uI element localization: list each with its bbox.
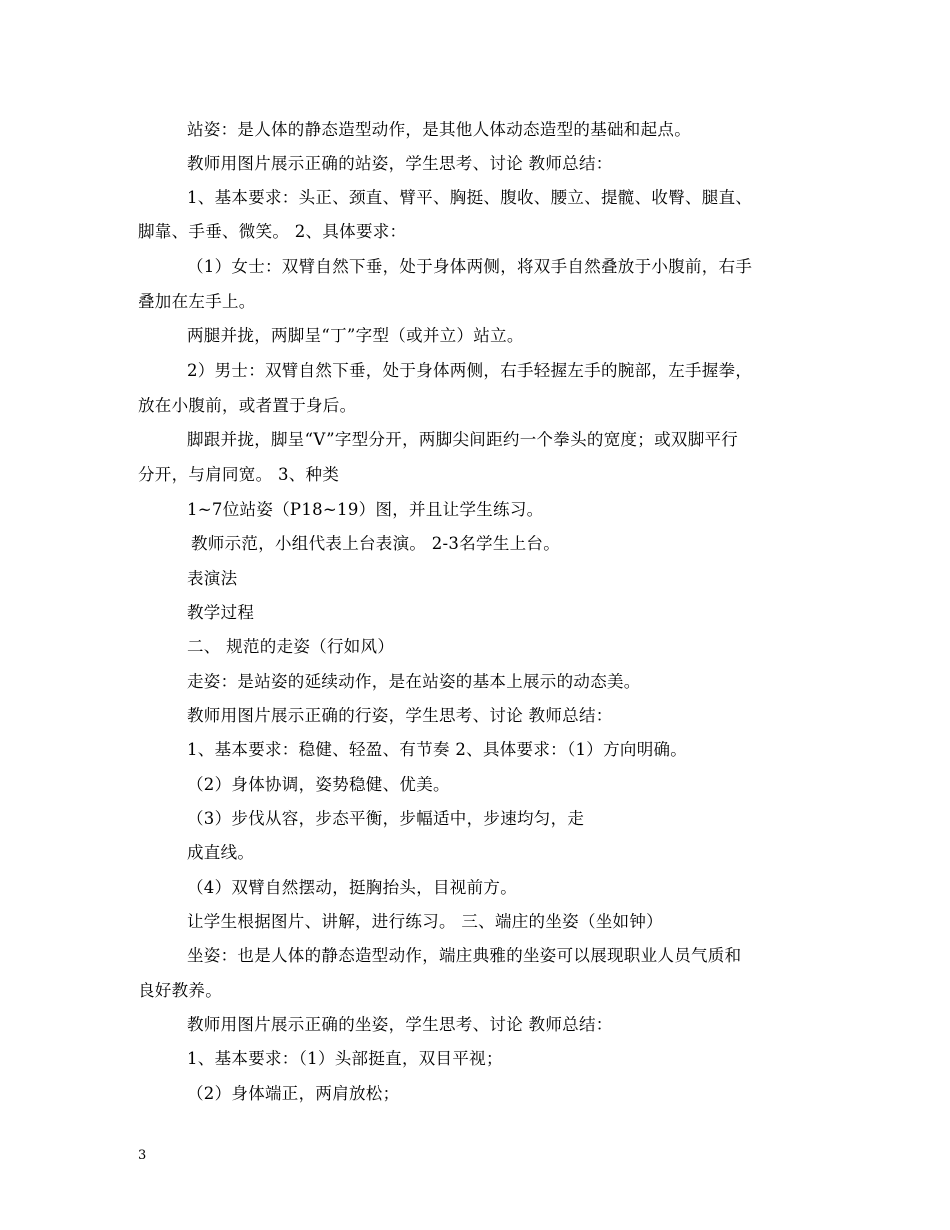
text-line: 坐姿：也是人体的静态造型动作，端庄典雅的坐姿可以展现职业人员气质和 <box>187 946 742 965</box>
text-line: 放在小腹前，或者置于身后。 <box>138 396 357 415</box>
text-line: 教师用图片展示正确的站姿，学生思考、讨论 教师总结： <box>187 154 613 173</box>
text-line: （2）身体端正，两肩放松； <box>187 1084 400 1103</box>
text-line: 两腿并拢，两脚呈“丁”字型（或并立）站立。 <box>187 326 524 345</box>
text-line: 1、基本要求：稳健、轻盈、有节奏 2、具体要求：（1）方向明确。 <box>187 740 688 759</box>
text-line: 1~7位站姿（P18~19）图，并且让学生练习。 <box>187 500 544 519</box>
text-line: 脚靠、手垂、微笑。 2、具体要求： <box>138 222 407 241</box>
text-line: 成直线。 <box>187 843 255 862</box>
text-line: 教师用图片展示正确的行姿，学生思考、讨论 教师总结： <box>187 706 613 725</box>
text-line: 教学过程 <box>187 603 255 622</box>
text-line: 分开，与肩同宽。 3、种类 <box>138 465 340 484</box>
text-line: （4）双臂自然摆动，挺胸抬头，目视前方。 <box>187 878 517 897</box>
text-line: 二、 规范的走姿（行如风） <box>187 637 395 656</box>
text-line: 良好教养。 <box>138 981 222 1000</box>
text-line: 表演法 <box>187 569 238 588</box>
text-line: 1、基本要求：（1）头部挺直，双目平视； <box>187 1049 503 1068</box>
text-line: （1）女士：双臂自然下垂，处于身体两侧，将双手自然叠放于小腹前，右手 <box>187 257 753 276</box>
text-line: 叠加在左手上。 <box>138 292 256 311</box>
page-number: 3 <box>138 1148 147 1163</box>
text-line: 让学生根据图片、讲解，进行练习。 三、端庄的坐姿（坐如钟） <box>187 912 663 931</box>
text-line: 脚跟并拢，脚呈“V”字型分开，两脚尖间距约一个拳头的宽度；或双脚平行 <box>187 430 739 449</box>
text-line: 走姿：是站姿的延续动作，是在站姿的基本上展示的动态美。 <box>187 672 641 691</box>
text-line: （2）身体协调，姿势稳健、优美。 <box>187 775 450 794</box>
text-line: 2）男士：双臂自然下垂，处于身体两侧，右手轻握左手的腕部，左手握拳， <box>187 361 753 380</box>
text-line: 站姿：是人体的静态造型动作，是其他人体动态造型的基础和起点。 <box>187 120 691 139</box>
text-line: 教师用图片展示正确的坐姿，学生思考、讨论 教师总结： <box>187 1015 613 1034</box>
text-line: （3）步伐从容，步态平衡，步幅适中，步速均匀，走 <box>187 809 585 828</box>
text-line: 1、基本要求：头正、颈直、臂平、胸挺、腹收、腰立、提髋、收臀、腿直、 <box>187 188 753 207</box>
text-line: 教师示范，小组代表上台表演。 2-3名学生上台。 <box>191 534 561 553</box>
